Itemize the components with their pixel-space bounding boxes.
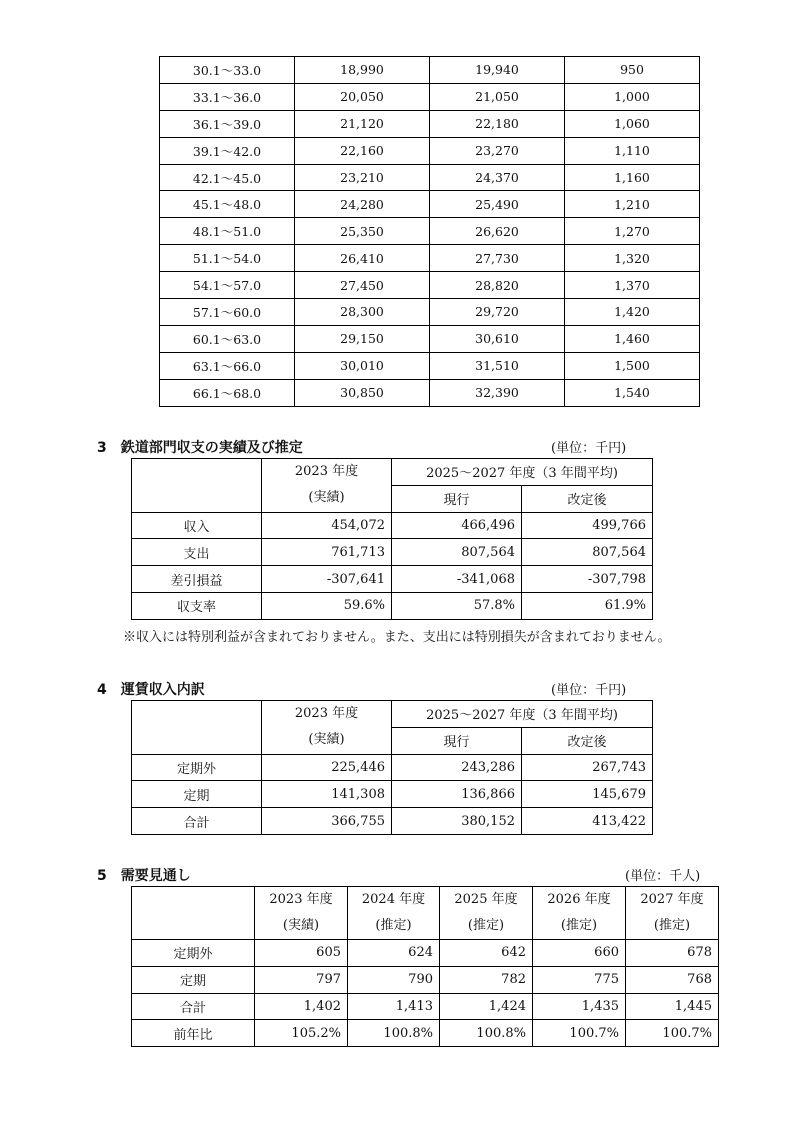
row-value: 1,445	[626, 993, 719, 1020]
row-label: 定期	[132, 781, 262, 808]
row-value: 678	[626, 940, 719, 967]
section3-number: 3	[97, 440, 107, 456]
row-label: 前年比	[132, 1020, 255, 1047]
row-label: 収支率	[132, 592, 262, 619]
section5-heading	[97, 865, 191, 885]
fare-revised: 26,620	[430, 218, 565, 245]
fare-current: 22,160	[295, 137, 430, 164]
section3-title: 鉄道部門収支の実績及び推定	[120, 440, 303, 456]
section4-heading	[97, 679, 205, 699]
row-value: 660	[533, 940, 626, 967]
row-value: 790	[348, 966, 440, 993]
revenue-header-current: 現行	[392, 727, 522, 754]
fare-current: 25,350	[295, 218, 430, 245]
row-value: 57.8%	[392, 592, 522, 619]
balance-header-blank	[132, 459, 262, 513]
table-row	[160, 218, 700, 245]
fare-current: 23,210	[295, 164, 430, 191]
fare-diff: 1,420	[565, 299, 700, 326]
fare-current: 18,990	[295, 57, 430, 84]
row-value: 145,679	[522, 781, 653, 808]
fare-revised: 19,940	[430, 57, 565, 84]
table-row	[132, 1020, 719, 1047]
row-value: 59.6%	[262, 592, 392, 619]
row-value: 761,713	[262, 539, 392, 566]
section3-note: ※収入には特別利益が含まれておりません。また、支出には特別損失が含まれておりません。	[123, 630, 671, 645]
fare-revised: 27,730	[430, 245, 565, 272]
fare-current: 28,300	[295, 299, 430, 326]
demand-header-year: 2024 年度 (推定)	[348, 887, 440, 940]
row-value: 1,402	[255, 993, 348, 1020]
fare-diff: 950	[565, 57, 700, 84]
fare-revised: 25,490	[430, 191, 565, 218]
row-value: 624	[348, 940, 440, 967]
table-row	[132, 592, 653, 619]
row-value: 380,152	[392, 808, 522, 835]
row-value: 413,422	[522, 808, 653, 835]
revenue-header-year: 2023 年度 (実績)	[262, 701, 392, 755]
fare-diff: 1,320	[565, 245, 700, 272]
fare-diff: 1,210	[565, 191, 700, 218]
fare-current: 27,450	[295, 272, 430, 299]
balance-header-revised: 改定後	[522, 485, 653, 512]
row-label: 合計	[132, 808, 262, 835]
row-value: 807,564	[522, 539, 653, 566]
table-row	[160, 191, 700, 218]
row-label: 合計	[132, 993, 255, 1020]
fare-range: 57.1～60.0	[160, 299, 295, 326]
fare-range: 60.1～63.0	[160, 325, 295, 352]
section4-number: 4	[97, 682, 107, 698]
fare-range: 39.1～42.0	[160, 137, 295, 164]
row-value: 100.8%	[348, 1020, 440, 1047]
demand-header-year: 2026 年度 (推定)	[533, 887, 626, 940]
row-value: 642	[440, 940, 533, 967]
row-value: 141,308	[262, 781, 392, 808]
fare-range: 33.1～36.0	[160, 83, 295, 110]
row-value: 605	[255, 940, 348, 967]
fare-revised: 21,050	[430, 83, 565, 110]
table-row	[160, 299, 700, 326]
fare-current: 24,280	[295, 191, 430, 218]
demand-header-year: 2025 年度 (推定)	[440, 887, 533, 940]
table-row	[132, 781, 653, 808]
fare-range: 45.1～48.0	[160, 191, 295, 218]
table-row	[132, 966, 719, 993]
row-value: 768	[626, 966, 719, 993]
fare-diff: 1,160	[565, 164, 700, 191]
balance-table-body	[132, 512, 653, 619]
fare-diff: 1,460	[565, 325, 700, 352]
table-row	[160, 352, 700, 379]
table-row	[132, 940, 719, 967]
revenue-header-span: 2025～2027 年度（3 年間平均)	[392, 701, 653, 728]
table-row	[132, 512, 653, 539]
table-row	[160, 57, 700, 84]
fare-range: 54.1～57.0	[160, 272, 295, 299]
fare-revised: 24,370	[430, 164, 565, 191]
row-value: 782	[440, 966, 533, 993]
row-value: 1,413	[348, 993, 440, 1020]
demand-header-blank	[132, 887, 255, 940]
fare-current: 30,850	[295, 379, 430, 406]
row-value: 61.9%	[522, 592, 653, 619]
table-row	[160, 110, 700, 137]
fare-diff: 1,110	[565, 137, 700, 164]
table-row	[160, 83, 700, 110]
table-row	[160, 245, 700, 272]
row-value: 136,866	[392, 781, 522, 808]
fare-range: 48.1～51.0	[160, 218, 295, 245]
demand-table	[131, 886, 719, 1047]
fare-diff: 1,060	[565, 110, 700, 137]
demand-header-row	[132, 887, 719, 940]
fare-range: 63.1～66.0	[160, 352, 295, 379]
row-value: -341,068	[392, 566, 522, 593]
table-row	[132, 993, 719, 1020]
row-value: 466,496	[392, 512, 522, 539]
fare-revised: 32,390	[430, 379, 565, 406]
row-label: 定期	[132, 966, 255, 993]
section3-heading	[97, 437, 303, 457]
section5-number: 5	[97, 868, 107, 884]
row-label: 収入	[132, 512, 262, 539]
table-row	[132, 539, 653, 566]
demand-header-year: 2027 年度 (推定)	[626, 887, 719, 940]
row-value: 775	[533, 966, 626, 993]
row-value: 100.8%	[440, 1020, 533, 1047]
section5-title: 需要見通し	[120, 868, 191, 884]
fare-revised: 29,720	[430, 299, 565, 326]
row-value: 366,755	[262, 808, 392, 835]
table-row	[132, 566, 653, 593]
row-value: 1,435	[533, 993, 626, 1020]
balance-header-current: 現行	[392, 485, 522, 512]
revenue-header-blank	[132, 701, 262, 755]
balance-table	[131, 458, 653, 620]
fare-current: 21,120	[295, 110, 430, 137]
fare-current: 20,050	[295, 83, 430, 110]
row-value: -307,798	[522, 566, 653, 593]
fare-revised: 31,510	[430, 352, 565, 379]
table-row	[160, 325, 700, 352]
fare-revised: 23,270	[430, 137, 565, 164]
fare-revenue-table-body	[132, 754, 653, 834]
row-value: 105.2%	[255, 1020, 348, 1047]
row-value: 243,286	[392, 754, 522, 781]
row-value: 100.7%	[533, 1020, 626, 1047]
fare-table	[159, 56, 700, 407]
table-row	[160, 272, 700, 299]
row-label: 定期外	[132, 754, 262, 781]
fare-diff: 1,270	[565, 218, 700, 245]
fare-range: 51.1～54.0	[160, 245, 295, 272]
fare-table-body	[160, 57, 700, 407]
row-value: 100.7%	[626, 1020, 719, 1047]
row-label: 差引損益	[132, 566, 262, 593]
fare-diff: 1,000	[565, 83, 700, 110]
row-label: 定期外	[132, 940, 255, 967]
fare-current: 26,410	[295, 245, 430, 272]
fare-diff: 1,500	[565, 352, 700, 379]
table-row	[132, 808, 653, 835]
row-value: 454,072	[262, 512, 392, 539]
row-value: 797	[255, 966, 348, 993]
row-value: 499,766	[522, 512, 653, 539]
fare-diff: 1,540	[565, 379, 700, 406]
row-value: -307,641	[262, 566, 392, 593]
fare-range: 66.1～68.0	[160, 379, 295, 406]
section5-unit: (単位：千人)	[625, 869, 701, 884]
section4-title: 運賃収入内訳	[120, 682, 205, 698]
fare-range: 42.1～45.0	[160, 164, 295, 191]
section3-unit: (単位：千円)	[551, 441, 627, 456]
table-row	[160, 164, 700, 191]
demand-table-body	[132, 887, 719, 1047]
table-row	[160, 379, 700, 406]
fare-current: 29,150	[295, 325, 430, 352]
section4-unit: (単位：千円)	[551, 683, 627, 698]
revenue-header-revised: 改定後	[522, 727, 653, 754]
fare-diff: 1,370	[565, 272, 700, 299]
balance-header-span: 2025～2027 年度（3 年間平均)	[392, 459, 653, 486]
fare-revised: 28,820	[430, 272, 565, 299]
row-value: 807,564	[392, 539, 522, 566]
row-value: 1,424	[440, 993, 533, 1020]
demand-header-year: 2023 年度 (実績)	[255, 887, 348, 940]
table-row	[160, 137, 700, 164]
balance-header-year: 2023 年度 (実績)	[262, 459, 392, 513]
row-value: 225,446	[262, 754, 392, 781]
fare-revenue-table	[131, 700, 653, 835]
fare-range: 36.1～39.0	[160, 110, 295, 137]
fare-range: 30.1～33.0	[160, 57, 295, 84]
fare-revised: 30,610	[430, 325, 565, 352]
table-row	[132, 754, 653, 781]
row-value: 267,743	[522, 754, 653, 781]
fare-current: 30,010	[295, 352, 430, 379]
fare-revised: 22,180	[430, 110, 565, 137]
row-label: 支出	[132, 539, 262, 566]
